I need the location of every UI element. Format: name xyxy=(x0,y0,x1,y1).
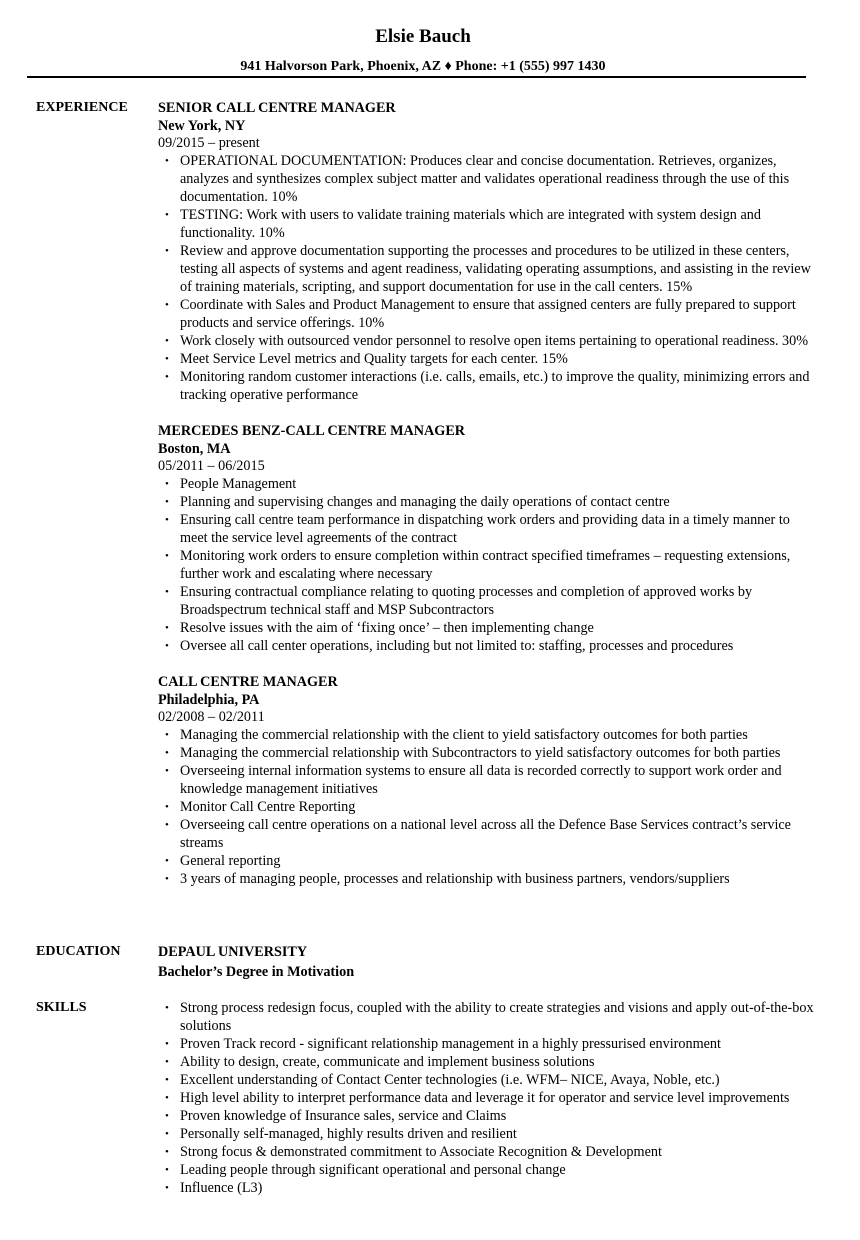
bullet-icon: • xyxy=(165,622,169,634)
bullet-text: Review and approve documentation supporting the processes and procedures to be utilized in these centers, testing all aspects of systems and agent readiness, validating operating assumptions, and assisting in the review of training materials, scripting, and support documentation for use in the call centers. 15% xyxy=(180,243,811,295)
section-label-skills: SKILLS xyxy=(36,1000,87,1015)
job-bullets xyxy=(158,726,818,888)
skill-text: Leading people through significant operational and personal change xyxy=(180,1162,566,1178)
job-entry xyxy=(158,673,818,888)
bullet-icon: • xyxy=(165,514,169,526)
bullet-icon: • xyxy=(165,245,169,257)
skill-text: Proven Track record - significant relationship management in a highly pressurised environment xyxy=(180,1036,721,1052)
list-item xyxy=(158,368,818,404)
bullet-text: Monitor Call Centre Reporting xyxy=(180,799,356,815)
bullet-icon: • xyxy=(165,550,169,562)
skill-text: Strong focus & demonstrated commitment to Associate Recognition & Development xyxy=(180,1144,662,1160)
job-location: Philadelphia, PA xyxy=(158,692,260,708)
bullet-text: 3 years of managing people, processes and relationship with business partners, vendors/suppliers xyxy=(180,871,730,887)
job-title: SENIOR CALL CENTRE MANAGER xyxy=(158,100,396,116)
experience-body xyxy=(158,99,818,906)
skill-text: Influence (L3) xyxy=(180,1180,263,1196)
bullet-icon: • xyxy=(165,586,169,598)
resume-name: Elsie Bauch xyxy=(375,26,471,47)
bullet-icon: • xyxy=(165,729,169,741)
job-bullets xyxy=(158,475,818,655)
skill-text: High level ability to interpret performance data and leverage it for operator and service level improvements xyxy=(180,1090,790,1106)
bullet-text: Coordinate with Sales and Product Management to ensure that assigned centers are fully prepared to support products and service offerings. 10% xyxy=(180,297,796,331)
list-item xyxy=(158,583,818,619)
list-item xyxy=(158,744,818,762)
bullet-icon: • xyxy=(165,371,169,383)
list-item xyxy=(158,511,818,547)
list-item xyxy=(158,1089,818,1107)
bullet-icon: • xyxy=(165,1038,169,1050)
list-item xyxy=(158,999,818,1035)
list-item xyxy=(158,852,818,870)
bullet-icon: • xyxy=(165,1128,169,1140)
education-degree: Bachelor’s Degree in Motivation xyxy=(158,964,355,980)
bullet-icon: • xyxy=(165,1002,169,1014)
bullet-text: Meet Service Level metrics and Quality targets for each center. 15% xyxy=(180,351,568,367)
bullet-icon: • xyxy=(165,1110,169,1122)
bullet-icon: • xyxy=(165,1164,169,1176)
bullet-text: Ensuring contractual compliance relating to quoting processes and completion of approved works by Broadspectrum technical staff and MSP Subcontractors xyxy=(180,584,753,618)
list-item xyxy=(158,1053,818,1071)
skill-text: Proven knowledge of Insurance sales, service and Claims xyxy=(180,1108,507,1124)
list-item xyxy=(158,493,818,511)
job-location: New York, NY xyxy=(158,118,246,134)
job-dates: 02/2008 – 02/2011 xyxy=(158,709,265,725)
list-item xyxy=(158,152,818,206)
bullet-text: Oversee all call center operations, including but not limited to: staffing, processes and procedures xyxy=(180,638,734,654)
job-bullets xyxy=(158,152,818,404)
bullet-icon: • xyxy=(165,155,169,167)
list-item xyxy=(158,1125,818,1143)
bullet-icon: • xyxy=(165,1056,169,1068)
job-entry xyxy=(158,99,818,404)
list-item xyxy=(158,206,818,242)
bullet-text: Resolve issues with the aim of ‘fixing once’ – then implementing change xyxy=(180,620,594,636)
bullet-text: Overseeing call centre operations on a national level across all the Defence Base Services contract’s service streams xyxy=(180,817,791,851)
job-title: MERCEDES BENZ-CALL CENTRE MANAGER xyxy=(158,423,466,439)
list-item xyxy=(158,619,818,637)
bullet-icon: • xyxy=(165,209,169,221)
bullet-text: OPERATIONAL DOCUMENTATION: Produces clear and concise documentation. Retrieves, organizes, analyzes and synthesizes complex subject matter and validates operational readiness through the use of this documentation. 10% xyxy=(180,153,790,205)
job-dates: 05/2011 – 06/2015 xyxy=(158,458,265,474)
list-item xyxy=(158,547,818,583)
skill-text: Excellent understanding of Contact Center technologies (i.e. WFM– NICE, Avaya, Noble, etc.) xyxy=(180,1072,720,1088)
bullet-text: People Management xyxy=(180,476,297,492)
bullet-text: TESTING: Work with users to validate training materials which are integrated with system design and functionality. 10% xyxy=(180,207,761,241)
list-item xyxy=(158,350,818,368)
bullet-text: Monitoring work orders to ensure completion within contract specified timeframes – requesting extensions, further work and escalating where necessary xyxy=(180,548,791,582)
bullet-icon: • xyxy=(165,801,169,813)
section-label-experience: EXPERIENCE xyxy=(36,100,128,115)
bullet-icon: • xyxy=(165,1146,169,1158)
bullet-icon: • xyxy=(165,1074,169,1086)
bullet-icon: • xyxy=(165,765,169,777)
job-title: CALL CENTRE MANAGER xyxy=(158,674,338,690)
job-entry xyxy=(158,422,818,655)
skill-text: Strong process redesign focus, coupled with the ability to create strategies and visions and apply out-of-the-box solutions xyxy=(180,1000,814,1034)
skills-body xyxy=(158,999,818,1197)
bullet-icon: • xyxy=(165,819,169,831)
bullet-icon: • xyxy=(165,1182,169,1194)
list-item xyxy=(158,726,818,744)
bullet-text: Managing the commercial relationship with Subcontractors to yield satisfactory outcomes for both parties xyxy=(180,745,781,761)
bullet-text: Planning and supervising changes and managing the daily operations of contact centre xyxy=(180,494,670,510)
bullet-icon: • xyxy=(165,299,169,311)
list-item xyxy=(158,816,818,852)
list-item xyxy=(158,296,818,332)
job-dates: 09/2015 – present xyxy=(158,135,260,151)
bullet-icon: • xyxy=(165,496,169,508)
list-item xyxy=(158,1161,818,1179)
section-label-education: EDUCATION xyxy=(36,944,121,959)
bullet-icon: • xyxy=(165,478,169,490)
list-item xyxy=(158,870,818,888)
list-item xyxy=(158,332,818,350)
list-item xyxy=(158,798,818,816)
bullet-text: Work closely with outsourced vendor personnel to resolve open items pertaining to operational readiness. 30% xyxy=(180,333,809,349)
list-item xyxy=(158,242,818,296)
list-item xyxy=(158,1143,818,1161)
bullet-text: Ensuring call centre team performance in dispatching work orders and providing data in a timely manner to meet the service level agreements of the contract xyxy=(180,512,790,546)
list-item xyxy=(158,475,818,493)
skill-text: Ability to design, create, communicate and implement business solutions xyxy=(180,1054,595,1070)
bullet-icon: • xyxy=(165,855,169,867)
list-item xyxy=(158,1107,818,1125)
bullet-text: Monitoring random customer interactions (i.e. calls, emails, etc.) to improve the quality, minimizing errors and tracking operative performance xyxy=(180,369,810,403)
bullet-text: General reporting xyxy=(180,853,281,869)
skill-text: Personally self-managed, highly results driven and resilient xyxy=(180,1126,517,1142)
education-school: DEPAUL UNIVERSITY xyxy=(158,944,308,960)
list-item xyxy=(158,1035,818,1053)
contact-line: 941 Halvorson Park, Phoenix, AZ ♦ Phone: +1 (555) 997 1430 xyxy=(240,59,606,74)
job-location: Boston, MA xyxy=(158,441,231,457)
bullet-icon: • xyxy=(165,335,169,347)
skills-list xyxy=(158,999,818,1197)
bullet-icon: • xyxy=(165,1092,169,1104)
education-body xyxy=(158,943,818,983)
list-item xyxy=(158,637,818,655)
list-item xyxy=(158,1071,818,1089)
bullet-icon: • xyxy=(165,873,169,885)
bullet-icon: • xyxy=(165,353,169,365)
bullet-icon: • xyxy=(165,747,169,759)
list-item xyxy=(158,762,818,798)
bullet-icon: • xyxy=(165,640,169,652)
bullet-text: Overseeing internal information systems to ensure all data is recorded correctly to support work order and knowledge management initiatives xyxy=(180,763,782,797)
header-divider xyxy=(27,76,806,78)
bullet-text: Managing the commercial relationship with the client to yield satisfactory outcomes for both parties xyxy=(180,727,748,743)
list-item xyxy=(158,1179,818,1197)
